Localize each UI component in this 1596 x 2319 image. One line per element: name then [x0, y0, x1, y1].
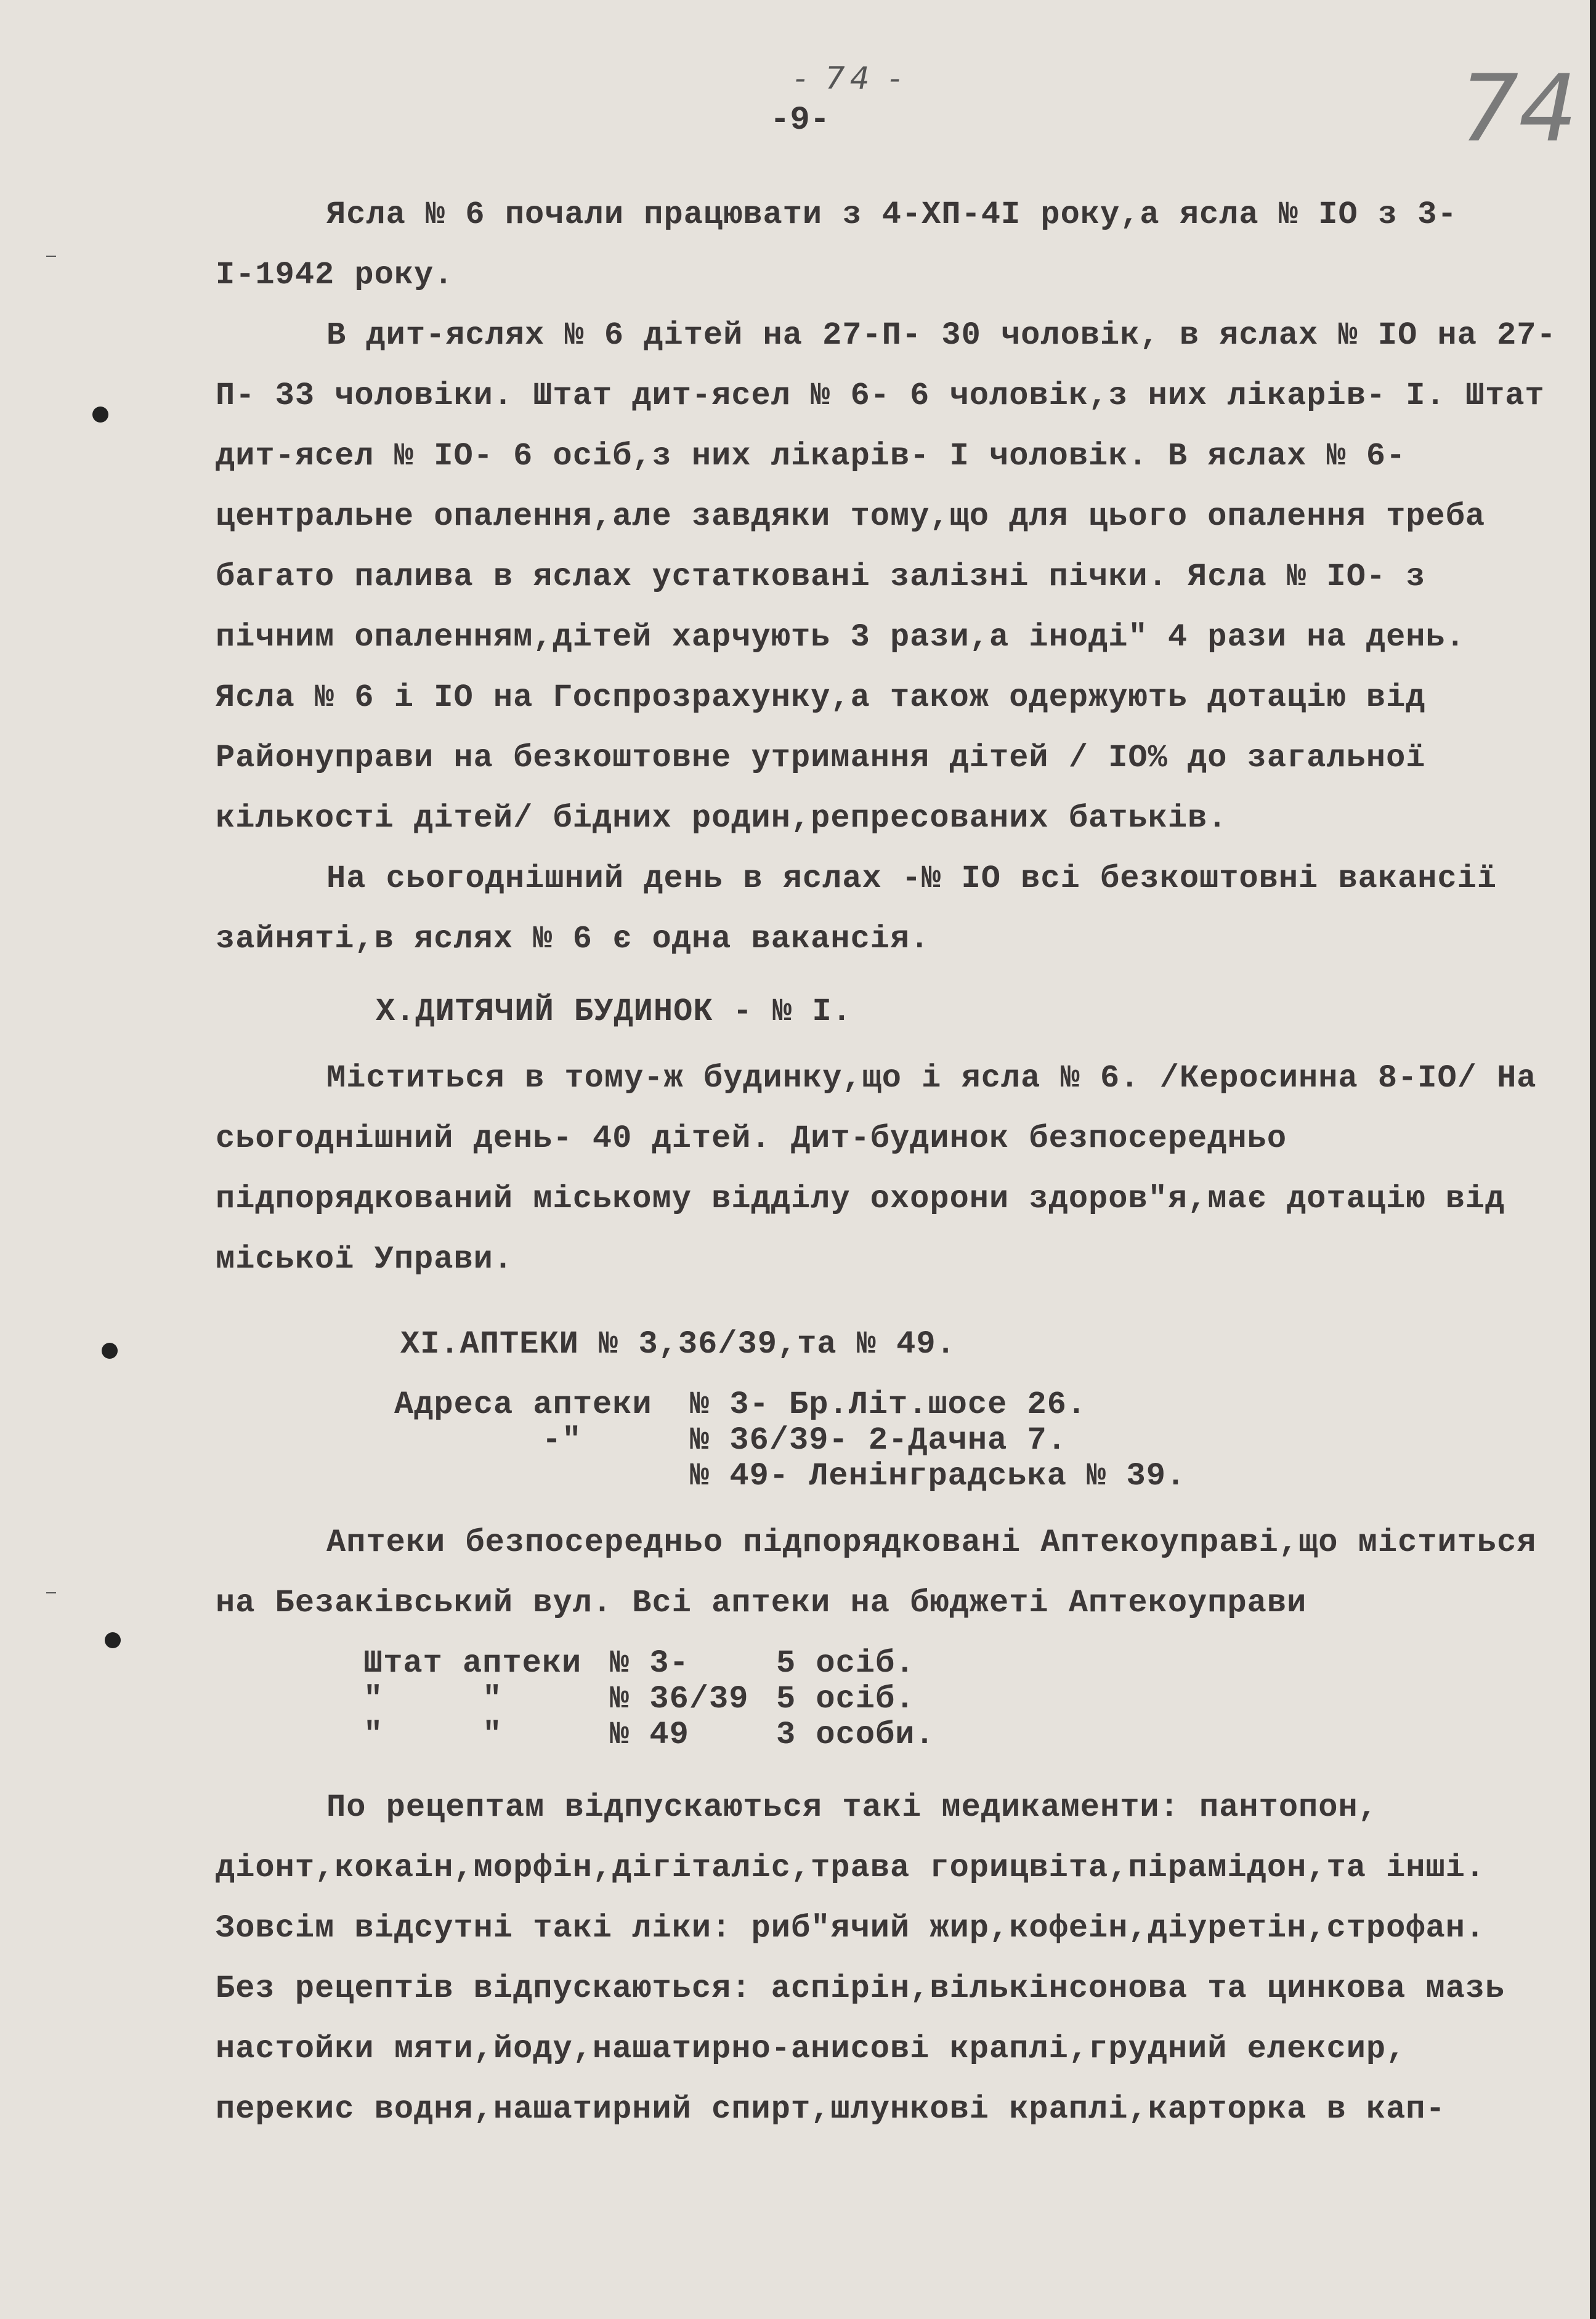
margin-mark [46, 1592, 56, 1593]
address-label: -" [542, 1422, 582, 1459]
section-heading-childrens-home: Х.ДИТЯЧИЙ БУДИНОК - № І. [376, 994, 852, 1030]
address-row [394, 1423, 1558, 1459]
paragraph-medicines: По рецептам відпускаються такі медикаменти: пантопон, діонт,кокаін,морфін,дігіталіс,трава горицвіта,пірамідон,та інші. Зовсім відсутні такі ліки: риб"ячий жир,кофеін,діуретін,строфан. Без рецептів відпускаються: аспірін,вількінсонова та цинкова мазь настойки мяти,йоду,нашатирно-анисові краплі,грудний елексир, перекис водня,нашатирний спирт,шлункові краплі,карторка в кап- [216, 1789, 1505, 2127]
paragraph-nurseries-opening: Ясла № 6 почали працювати з 4-ХП-4І року,а ясла № ІО з 3-І-1942 року. [216, 196, 1457, 293]
typed-text-body [216, 185, 1558, 2140]
staff-pharmacy-number: № 3- [610, 1645, 689, 1682]
staff-count: 5 осіб. [776, 1645, 915, 1682]
paragraph-pharmacy-admin: Аптеки безпосередньо підпорядковані Аптекоуправі,що міститься на Безаківський вул. Всі аптеки на бюджеті Аптекоуправи [216, 1524, 1537, 1621]
address-label: Адреса аптеки [394, 1386, 652, 1423]
address-label [394, 1459, 690, 1494]
staff-pharmacy-number: № 49 [610, 1717, 689, 1753]
staff-count: 3 особи. [776, 1717, 935, 1753]
typed-page-number: -9- [770, 102, 830, 139]
address-value: № 36/39- 2-Дачна 7. [690, 1422, 1067, 1459]
staff-row [363, 1646, 1558, 1682]
margin-mark [46, 256, 56, 257]
handwritten-page-number: - 74 - [795, 60, 905, 96]
address-value: № 49- Ленінградська № 39. [690, 1458, 1186, 1494]
paragraph-nurseries-details: В дит-яслях № 6 дітей на 27-П- 30 чоловік, в яслах № ІО на 27-П- 33 чоловіки. Штат дит-ясел № 6- 6 чоловік,з них лікарів- І. Штат дит-ясел № ІО- 6 осіб,з них лікарів- І чоловік. В яслах № 6- центральне опалення,але завдяки тому,що для цього опалення треба багато палива в яслах устатковані залізні пічки. Ясла № ІО- з пічним опаленням,дітей харчують 3 рази,а іноді" 4 рази на день. Ясла № 6 і ІО на Госпрозрахунку,а також одержують дотацію від Районуправи на безкоштовне утримання дітей / ІО% до загальної кількості дітей/ бідних родин,репресованих батьків. [216, 317, 1557, 836]
staff-row [363, 1717, 1558, 1753]
punch-hole [102, 1343, 118, 1359]
address-value: № 3- Бр.Літ.шосе 26. [690, 1386, 1087, 1423]
staff-label: " " [363, 1681, 503, 1717]
staff-count: 5 осіб. [776, 1681, 915, 1717]
pharmacy-addresses [394, 1387, 1558, 1494]
staff-row [363, 1682, 1558, 1717]
staff-label: " " [363, 1717, 503, 1753]
pharmacy-staff-table [363, 1646, 1558, 1753]
address-row [394, 1459, 1558, 1494]
paragraph-childrens-home: Міститься в тому-ж будинку,що і ясла № 6. /Керосинна 8-ІО/ На сьогоднішний день- 40 дітей. Дит-будинок безпосередньо підпорядкований міському відділу охорони здоров"я,має дотацію від міської Управи. [216, 1060, 1537, 1277]
staff-pharmacy-number: № 36/39 [610, 1681, 749, 1717]
paragraph-vacancies: На сьогоднішний день в яслах -№ ІО всі безкоштовні вакансії зайняті,в яслях № 6 є одна вакансія. [216, 860, 1497, 957]
punch-hole [105, 1632, 121, 1648]
staff-label: Штат аптеки [363, 1645, 582, 1682]
address-row [394, 1387, 1558, 1423]
folio-number: 74 [1460, 55, 1578, 163]
section-heading-pharmacies: ХІ.АПТЕКИ № 3,36/39,та № 49. [400, 1326, 956, 1362]
punch-hole [92, 407, 108, 423]
